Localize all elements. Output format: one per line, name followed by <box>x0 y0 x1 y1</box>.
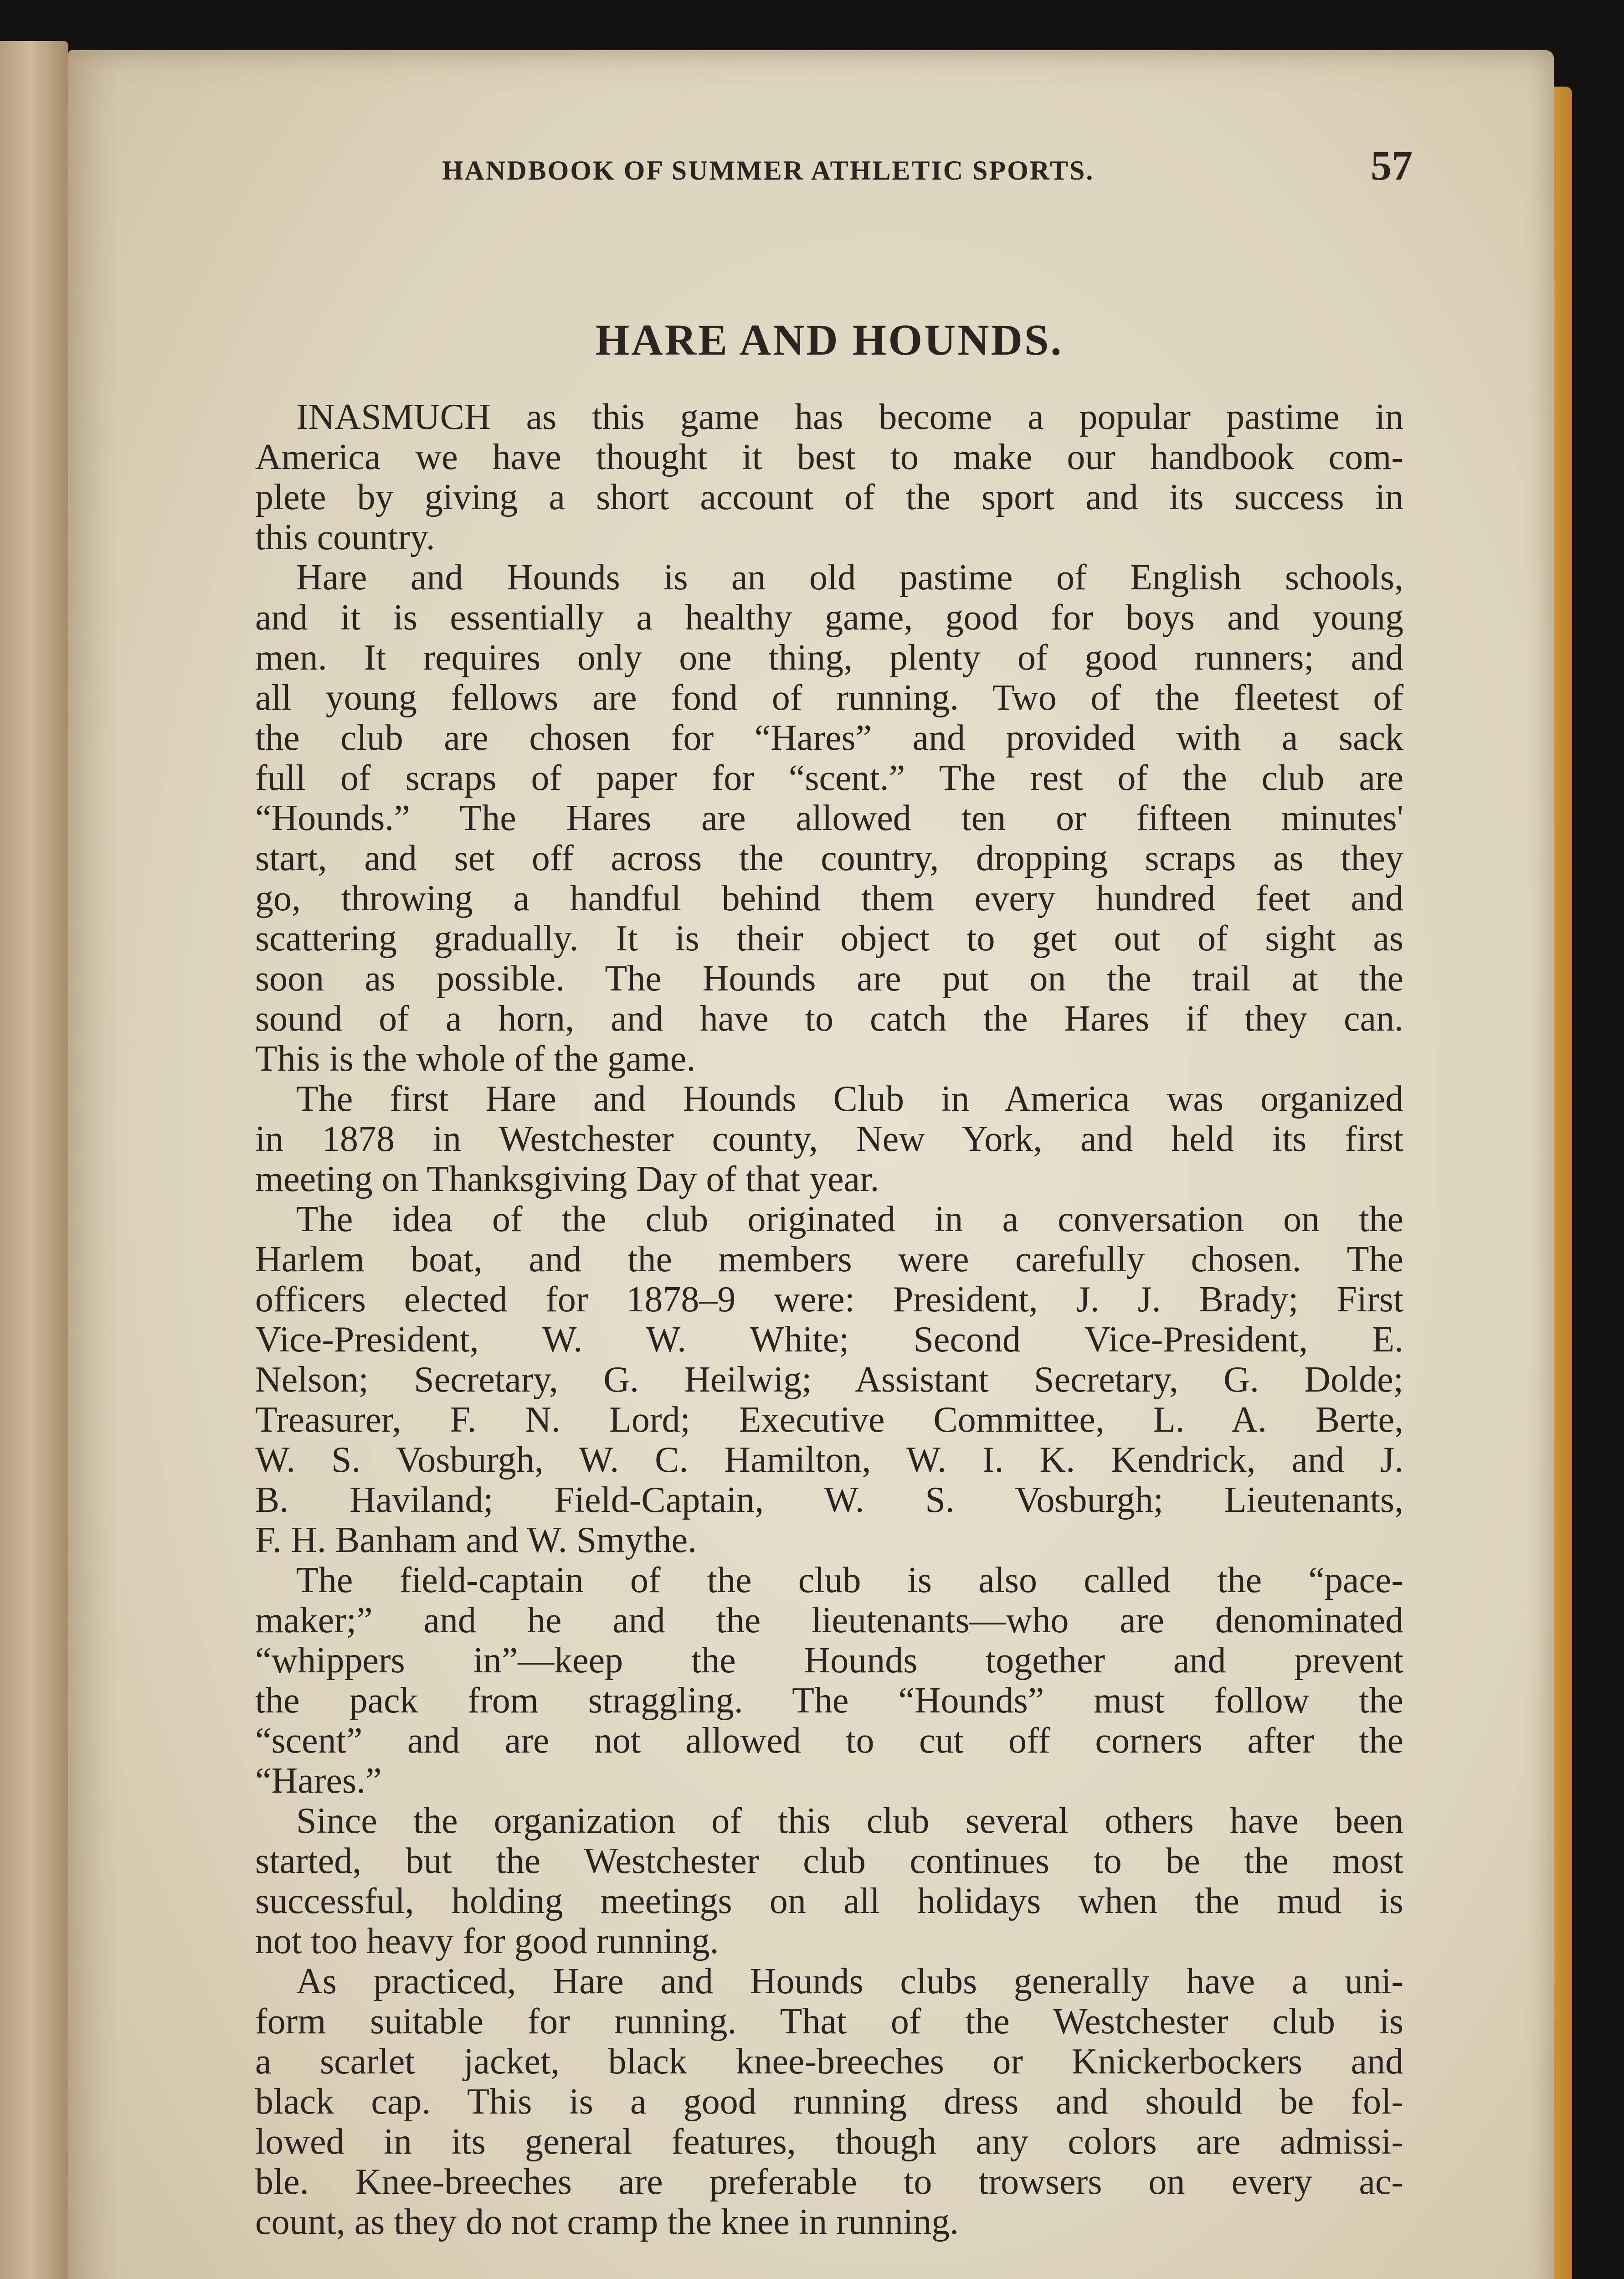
text-line: America we have thought it best to make our handbook com- <box>255 437 1403 477</box>
text-line: started, but the Westchester club continues to be the most <box>255 1841 1403 1881</box>
text-line: sound of a horn, and have to catch the Hares if they can. <box>255 999 1403 1039</box>
text-line: black cap. This is a good running dress and should be fol- <box>255 2082 1403 2122</box>
text-line: a scarlet jacket, black knee-breeches or Knickerbockers and <box>255 2042 1403 2082</box>
text-line: not too heavy for good running. <box>255 1921 719 1961</box>
text-line: soon as possible. The Hounds are put on the trail at the <box>255 959 1403 999</box>
text-line: successful, holding meetings on all holidays when the mud is <box>255 1881 1403 1921</box>
text-line: and it is essentially a healthy game, good for boys and young <box>255 598 1403 638</box>
text-line: INASMUCH as this game has become a popular pastime in <box>296 397 1403 437</box>
previous-page-edge <box>0 41 68 2279</box>
text-line: this country. <box>255 517 435 557</box>
text-line: count, as they do not cramp the knee in running. <box>255 2202 959 2242</box>
text-line: Since the organization of this club several others have been <box>296 1801 1403 1841</box>
text-line: Treasurer, F. N. Lord; Executive Committee, L. A. Berte, <box>255 1400 1403 1440</box>
text-line: the pack from straggling. The “Hounds” must follow the <box>255 1681 1403 1721</box>
text-line: Vice-President, W. W. White; Second Vice-President, E. <box>255 1320 1403 1360</box>
text-line: Hare and Hounds is an old pastime of English schools, <box>296 557 1403 598</box>
text-line: meeting on Thanksgiving Day of that year. <box>255 1159 879 1199</box>
text-line: scattering gradually. It is their object to get out of sight as <box>255 918 1403 959</box>
text-line: go, throwing a handful behind them every hundred feet and <box>255 878 1403 918</box>
article-title: HARE AND HOUNDS. <box>595 315 1064 364</box>
text-line: form suitable for running. That of the Westchester club is <box>255 2001 1403 2042</box>
page-number: 57 <box>1371 142 1413 189</box>
running-title: HANDBOOK OF SUMMER ATHLETIC SPORTS. <box>442 155 1095 186</box>
text-line: the club are chosen for “Hares” and provided with a sack <box>255 718 1403 758</box>
text-line: “whippers in”—keep the Hounds together and prevent <box>255 1640 1403 1681</box>
text-line: This is the whole of the game. <box>255 1039 696 1079</box>
article <box>255 315 1403 2242</box>
text-line: all young fellows are fond of running. Two of the fleetest of <box>255 678 1403 718</box>
text-line: The field-captain of the club is also called the “pace- <box>296 1560 1403 1600</box>
text-line: plete by giving a short account of the sport and its success in <box>255 477 1403 517</box>
text-line: in 1878 in Westchester county, New York, and held its first <box>255 1119 1403 1159</box>
text-line: maker;” and he and the lieutenants—who are denominated <box>255 1600 1403 1640</box>
text-line: men. It requires only one thing, plenty of good runners; and <box>255 638 1403 678</box>
text-line: The idea of the club originated in a conversation on the <box>296 1199 1403 1239</box>
text-line: W. S. Vosburgh, W. C. Hamilton, W. I. K. Kendrick, and J. <box>255 1440 1403 1480</box>
running-head <box>374 137 1413 201</box>
text-line: F. H. Banham and W. Smythe. <box>255 1520 697 1560</box>
text-line: B. Haviland; Field-Captain, W. S. Vosburgh; Lieutenants, <box>255 1480 1403 1520</box>
text-line: officers elected for 1878–9 were: President, J. J. Brady; First <box>255 1279 1403 1320</box>
text-line: The first Hare and Hounds Club in America was organized <box>296 1079 1403 1119</box>
text-line: ble. Knee-breeches are preferable to trowsers on every ac- <box>255 2162 1403 2202</box>
text-line: Harlem boat, and the members were carefully chosen. The <box>255 1239 1403 1279</box>
text-line: Nelson; Secretary, G. Heilwig; Assistant Secretary, G. Dolde; <box>255 1360 1403 1400</box>
text-line: lowed in its general features, though any colors are admissi- <box>255 2122 1403 2162</box>
text-line: “Hares.” <box>255 1761 382 1801</box>
text-line: “scent” and are not allowed to cut off corners after the <box>255 1721 1403 1761</box>
text-line: full of scraps of paper for “scent.” The rest of the club are <box>255 758 1403 798</box>
text-line: As practiced, Hare and Hounds clubs generally have a uni- <box>296 1961 1403 2001</box>
text-line: “Hounds.” The Hares are allowed ten or fifteen minutes' <box>255 798 1403 838</box>
text-line: start, and set off across the country, dropping scraps as they <box>255 838 1403 878</box>
